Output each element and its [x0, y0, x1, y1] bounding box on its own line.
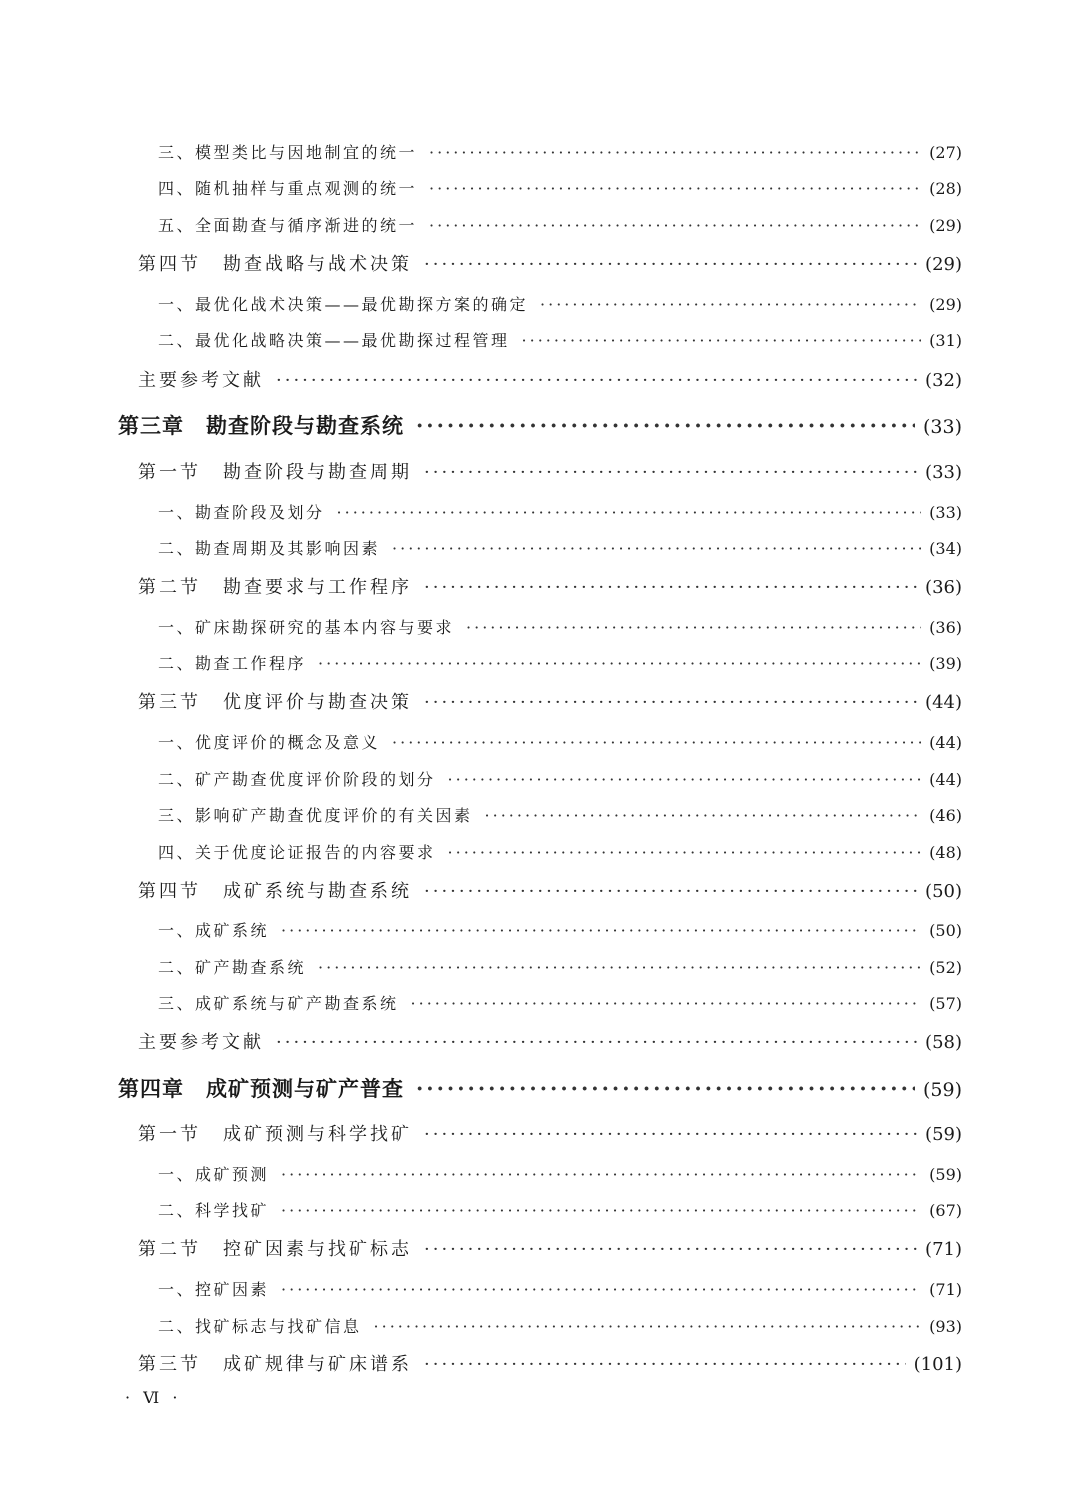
dot-leader	[424, 881, 917, 902]
toc-entry-text: 勘查阶段与勘查系统	[206, 413, 404, 438]
toc-item-entry	[158, 1314, 962, 1337]
toc-entry-number: 一、	[158, 295, 196, 314]
dot-leader	[466, 618, 921, 637]
toc-entry-title	[138, 1120, 412, 1146]
toc-item-entry	[158, 1162, 962, 1185]
toc-page-number: (27)	[929, 143, 962, 162]
toc-item-entry	[158, 536, 962, 559]
toc-entry-title	[138, 1028, 264, 1054]
toc-entry-text: 影响矿产勘查优度评价的有关因素	[195, 806, 473, 825]
toc-entry-title	[158, 140, 417, 163]
toc-entry-text: 控矿因素与找矿标志	[223, 1239, 412, 1260]
toc-item-entry	[158, 1277, 962, 1300]
toc-section-entry	[138, 877, 962, 903]
toc-page-number: (36)	[929, 618, 962, 637]
toc-page-number: (67)	[929, 1201, 962, 1220]
toc-entry-number: 二、	[158, 654, 196, 673]
toc-entry-text: 成矿系统	[195, 921, 270, 940]
toc-entry-title	[158, 730, 380, 753]
toc-entry-number: 第一节	[138, 462, 201, 483]
toc-page-number: (29)	[925, 254, 962, 275]
toc-item-entry	[158, 213, 962, 236]
dot-leader	[522, 331, 922, 350]
toc-entry-text: 主要参考文献	[138, 370, 264, 391]
toc-entry-number: 一、	[158, 733, 196, 752]
toc-entry-text: 勘查周期及其影响因素	[195, 539, 381, 558]
toc-section-entry	[138, 688, 962, 714]
toc-entry-title	[158, 292, 528, 315]
toc-page-number: (50)	[925, 881, 962, 902]
toc-entry-title	[138, 877, 412, 903]
dot-leader	[281, 1165, 921, 1184]
toc-entry-number: 五、	[158, 216, 196, 235]
toc-entry-title	[158, 1198, 269, 1221]
dot-leader	[448, 843, 922, 862]
toc-entry-title	[158, 1314, 362, 1337]
toc-page-number: (33)	[925, 462, 962, 483]
toc-entry-text: 优度评价的概念及意义	[195, 733, 381, 752]
toc-section-entry	[138, 250, 962, 276]
toc-entry-title	[158, 213, 417, 236]
dot-leader	[429, 143, 921, 162]
toc-entry-number: 三、	[158, 806, 196, 825]
toc-entry-title	[158, 991, 399, 1014]
toc-entry-title	[158, 615, 454, 638]
toc-item-entry	[158, 955, 962, 978]
toc-item-entry	[158, 767, 962, 790]
toc-entry-number: 二、	[158, 1317, 196, 1336]
toc-entry-title	[158, 536, 380, 559]
toc-entry-text: 矿床勘探研究的基本内容与要求	[195, 618, 455, 637]
toc-section-entry	[138, 1235, 962, 1261]
toc-entry-text: 成矿预测	[195, 1165, 270, 1184]
toc-entry-number: 一、	[158, 618, 196, 637]
dot-leader	[392, 539, 921, 558]
toc-page-number: (59)	[925, 1124, 962, 1145]
toc-entry-text: 勘查战略与战术决策	[223, 254, 412, 275]
toc-entry-number: 一、	[158, 1280, 196, 1299]
dot-leader	[485, 806, 922, 825]
toc-entry-title	[138, 573, 412, 599]
dot-leader	[281, 921, 921, 940]
dot-leader	[424, 577, 917, 598]
toc-section-entry	[138, 1120, 962, 1146]
toc-page-number: (44)	[929, 733, 962, 752]
toc-entry-number: 二、	[158, 539, 196, 558]
toc-item-entry	[158, 1198, 962, 1221]
toc-entry-number: 三、	[158, 143, 196, 162]
toc-item-entry	[158, 840, 962, 863]
toc-page-number: (29)	[929, 216, 962, 235]
toc-entry-title	[118, 1073, 404, 1103]
dot-leader	[276, 1032, 917, 1053]
dot-leader	[424, 1239, 917, 1260]
toc-entry-title	[158, 803, 473, 826]
toc-page-number: (46)	[929, 806, 962, 825]
toc-entry-number: 第三章	[118, 413, 184, 438]
toc-page-number: (52)	[929, 958, 962, 977]
toc-entry-text: 全面勘查与循序渐进的统一	[195, 216, 418, 235]
toc-entry-text: 勘查工作程序	[195, 654, 307, 673]
toc-page-number: (36)	[925, 577, 962, 598]
toc-entry-text: 找矿标志与找矿信息	[195, 1317, 362, 1336]
toc-section-entry	[138, 573, 962, 599]
toc-item-entry	[158, 730, 962, 753]
toc-entry-number: 第四章	[118, 1076, 184, 1101]
toc-entry-title	[118, 410, 404, 440]
toc-entry-text: 主要参考文献	[138, 1032, 264, 1053]
toc-entry-title	[138, 1235, 412, 1261]
toc-page-number: (44)	[929, 770, 962, 789]
dot-leader	[424, 254, 917, 275]
toc-page-number: (44)	[925, 692, 962, 713]
toc-item-entry	[158, 651, 962, 674]
toc-entry-title	[158, 918, 269, 941]
dot-leader	[424, 1124, 917, 1145]
toc-entry-text: 控矿因素	[195, 1280, 270, 1299]
toc-page-number: (58)	[925, 1032, 962, 1053]
dot-leader	[424, 692, 917, 713]
dot-leader	[416, 1076, 915, 1101]
toc-entry-title	[158, 955, 306, 978]
dot-leader	[281, 1280, 921, 1299]
toc-page-number: (50)	[929, 921, 962, 940]
dot-leader	[424, 1354, 906, 1375]
dot-leader	[429, 179, 921, 198]
toc-entry-number: 一、	[158, 921, 196, 940]
toc-entry-title	[158, 500, 325, 523]
toc-entry-number: 四、	[158, 843, 196, 862]
toc-page-number: (39)	[929, 654, 962, 673]
toc-entry-text: 最优化战略决策——最优勘探过程管理	[195, 331, 510, 350]
toc-reference-entry	[138, 366, 962, 392]
dot-leader	[281, 1201, 921, 1220]
toc-item-entry	[158, 918, 962, 941]
toc-section-entry	[138, 458, 962, 484]
toc-entry-text: 矿产勘查优度评价阶段的划分	[195, 770, 436, 789]
toc-entry-title	[158, 1162, 269, 1185]
toc-entry-text: 模型类比与因地制宜的统一	[195, 143, 418, 162]
toc-page-number: (57)	[929, 994, 962, 1013]
toc-entry-title	[158, 176, 417, 199]
dot-leader	[392, 733, 921, 752]
dot-leader	[448, 770, 922, 789]
toc-entry-title	[138, 1350, 412, 1376]
toc-page-number: (29)	[929, 295, 962, 314]
dot-leader	[374, 1317, 922, 1336]
toc-item-entry	[158, 140, 962, 163]
toc-page-number: (71)	[925, 1239, 962, 1260]
toc-entry-number: 第二节	[138, 577, 201, 598]
toc-entry-number: 第四节	[138, 881, 201, 902]
toc-entry-text: 成矿预测与科学找矿	[223, 1124, 412, 1145]
toc-page-number: (59)	[929, 1165, 962, 1184]
toc-section-entry	[138, 1350, 962, 1376]
toc-page-number: (34)	[929, 539, 962, 558]
dot-leader	[411, 994, 922, 1013]
toc-page-number: (33)	[922, 416, 962, 438]
toc-entry-text: 成矿预测与矿产普查	[206, 1076, 404, 1101]
toc-page-number: (48)	[929, 843, 962, 862]
dot-leader	[429, 216, 921, 235]
toc-entry-text: 成矿系统与勘查系统	[223, 881, 412, 902]
toc-entry-title	[158, 328, 510, 351]
toc-entry-text: 勘查要求与工作程序	[223, 577, 412, 598]
toc-page-number: (93)	[929, 1317, 962, 1336]
toc-item-entry	[158, 328, 962, 351]
dot-leader	[337, 503, 922, 522]
toc-entry-text: 随机抽样与重点观测的统一	[195, 179, 418, 198]
toc-entry-text: 最优化战术决策——最优勘探方案的确定	[195, 295, 529, 314]
toc-entry-number: 一、	[158, 1165, 196, 1184]
toc-entry-text: 科学找矿	[195, 1201, 270, 1220]
toc-item-entry	[158, 176, 962, 199]
toc-entry-number: 第三节	[138, 692, 201, 713]
toc-entry-text: 矿产勘查系统	[195, 958, 307, 977]
toc-entry-text: 勘查阶段及划分	[195, 503, 325, 522]
toc-entry-text: 成矿规律与矿床谱系	[223, 1354, 412, 1375]
dot-leader	[540, 295, 921, 314]
toc-entry-number: 第一节	[138, 1124, 201, 1145]
toc-entry-text: 勘查阶段与勘查周期	[223, 462, 412, 483]
toc-item-entry	[158, 500, 962, 523]
toc-page-number: (101)	[913, 1354, 962, 1375]
toc-entry-number: 二、	[158, 331, 196, 350]
dot-leader	[318, 654, 921, 673]
toc-entry-number: 第四节	[138, 254, 201, 275]
toc-entry-number: 一、	[158, 503, 196, 522]
toc-chapter-entry	[118, 410, 962, 440]
toc-entry-title	[138, 688, 412, 714]
toc-entry-title	[158, 651, 306, 674]
toc-page-number: (59)	[922, 1079, 962, 1101]
toc-entry-title	[158, 767, 436, 790]
toc-item-entry	[158, 803, 962, 826]
toc-entry-text: 成矿系统与矿产勘查系统	[195, 994, 399, 1013]
toc-chapter-entry	[118, 1073, 962, 1103]
toc-item-entry	[158, 292, 962, 315]
toc-entry-text: 关于优度论证报告的内容要求	[195, 843, 436, 862]
toc-page-number: (31)	[929, 331, 962, 350]
dot-leader	[424, 462, 917, 483]
toc-entry-title	[138, 250, 412, 276]
toc-page-number: (28)	[929, 179, 962, 198]
toc-page-number: (33)	[929, 503, 962, 522]
dot-leader	[318, 958, 921, 977]
toc-page-number: (32)	[925, 370, 962, 391]
page-number: · Ⅵ ·	[125, 1388, 182, 1407]
toc-item-entry	[158, 991, 962, 1014]
toc-entry-title	[158, 1277, 269, 1300]
toc-entry-number: 二、	[158, 958, 196, 977]
toc-item-entry	[158, 615, 962, 638]
toc-reference-entry	[138, 1028, 962, 1054]
toc-entry-number: 第三节	[138, 1354, 201, 1375]
toc-page-number: (71)	[929, 1280, 962, 1299]
toc-entry-text: 优度评价与勘查决策	[223, 692, 412, 713]
toc-entry-title	[138, 366, 264, 392]
toc-entry-number: 二、	[158, 1201, 196, 1220]
toc-entry-title	[158, 840, 436, 863]
toc-entry-title	[138, 458, 412, 484]
dot-leader	[416, 413, 915, 438]
toc-entry-number: 四、	[158, 179, 196, 198]
toc-entry-number: 三、	[158, 994, 196, 1013]
dot-leader	[276, 370, 917, 391]
toc-entry-number: 二、	[158, 770, 196, 789]
toc-entry-number: 第二节	[138, 1239, 201, 1260]
